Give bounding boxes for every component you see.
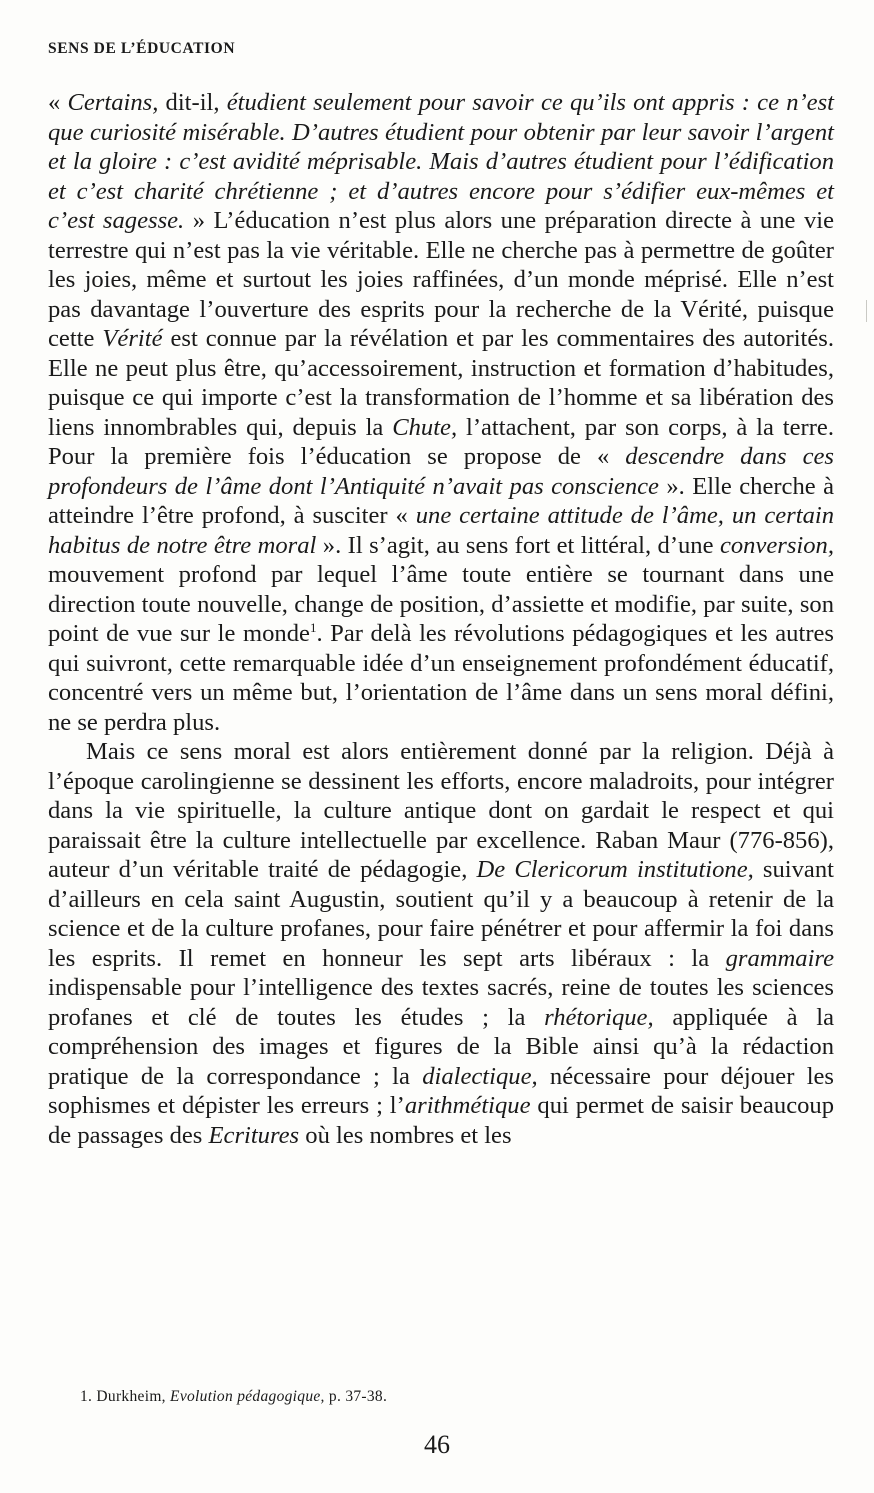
text-run: » L’éducation n’est plus alors une préparation directe à une vie terrestre qui n’est pas la vie véritable. Elle ne cherche pas à permettre de goûter les joies, même et surtout les joies raffinées, d’un monde méprisé. Elle n’est pas davantage l’ouverture des esprits pour la recherche de la Vérité, puisque cette <box>48 207 834 352</box>
quotation-italic: descendre dans ces profondeurs de l’âme dont l’Antiquité n’avait pas conscience <box>48 443 834 500</box>
emphasis-italic: rhétorique, <box>544 1003 654 1031</box>
footnote-marker: 1 <box>309 620 317 635</box>
running-head: SENS DE L’ÉDUCATION <box>48 40 236 57</box>
text-run: nécessaire pour déjouer les sophismes et dépister les erreurs ; l’ <box>48 1062 835 1119</box>
quotation-italic: une certaine attitude de l’âme, un certain habitus de notre être moral <box>48 502 835 559</box>
text-run: est connue par la révélation et par les commentaires des autorités. Elle ne peut plus être, qu’accessoirement, instruction et formation d’habitudes, puisque ce qui importe c’est la transformation de l’homme et sa libération des liens innombrables qui, depuis la <box>48 325 835 441</box>
paragraph-2 <box>48 737 834 1150</box>
footnote-work-title: Evolution pédagogique, <box>170 1388 325 1405</box>
quotation-italic: étudient seulement pour savoir ce qu’ils ont appris : ce n’est que curiosité misérable. D’autres étudient pour obtenir par leur savoir l’argent et la gloire : c’est avidité méprisable. Mais d’autres étudient pour l’édification et c’est charité chrétienne ; et d’autres encore pour s’édifier eux-mêmes et c’est sagesse. <box>48 89 835 234</box>
text-run: où les nombres et les <box>299 1121 512 1149</box>
text-run: qui permet de saisir beaucoup de passages des <box>48 1092 834 1149</box>
text-run: . Par delà les révolutions pédagogiques et les autres qui suivront, cette remarquable idée d’un enseignement profondément éducatif, concentré vers un même but, l’orientation de l’âme dans un sens moral défini, ne se perdra plus. <box>48 620 834 736</box>
footnote-pages: p. 37-38. <box>328 1388 388 1405</box>
footnote <box>80 1388 387 1406</box>
page-number: 46 <box>424 1430 450 1459</box>
text-run: l’attachent, par son corps, à la terre. Pour la première fois l’éducation se propose de « <box>48 413 834 470</box>
paragraph-1 <box>48 88 834 737</box>
emphasis-italic: Chute, <box>392 413 458 441</box>
emphasis-italic: arithmétique <box>404 1092 531 1119</box>
text-run: Mais ce sens moral est alors entièrement donné par la religion. Déjà à l’époque carolingienne se dessinent les efforts, encore maladroits, pour intégrer dans la vie spirituelle, la culture antique dont on gardait le respect et qui paraissait être la culture intellectuelle par excellence. Raban Maur (776-856), auteur d’un véritable traité de pédagogie, <box>48 738 834 883</box>
title-italic: De Clericorum institutione, <box>476 856 754 883</box>
footnote-author: Durkheim, <box>96 1388 166 1405</box>
text-run: ». Il s’agit, au sens fort et littéral, d’une <box>316 531 720 559</box>
emphasis-italic: Vérité <box>102 325 163 352</box>
body-text <box>48 88 834 1150</box>
emphasis-italic: dialectique, <box>422 1062 538 1090</box>
title-italic: Ecritures <box>208 1121 300 1149</box>
text-run: suivant d’ailleurs en cela saint Augustin, soutient qu’il y a beaucoup à retenir de la science et de la culture profanes, pour faire pénétrer et pour affermir la foi dans les esprits. Il remet en honneur les sept arts libéraux : la <box>48 856 834 972</box>
text-run: indispensable pour l’intelligence des textes sacrés, reine de toutes les sciences profanes et clé de toutes les études ; la <box>48 974 834 1031</box>
text-run: mouvement profond par lequel l’âme toute entière se tournant dans une direction toute nouvelle, change de position, d’assiette et modifie, par suite, son point de vue sur le monde <box>48 561 834 647</box>
text-run: « <box>48 89 68 116</box>
emphasis-italic: conversion, <box>719 531 834 559</box>
text-run: appliquée à la compréhension des images et figures de la Bible ainsi qu’à la rédaction pratique de la correspondance ; la <box>48 1003 834 1090</box>
text-run: ». Elle cherche à atteindre l’être profond, à susciter « <box>48 472 834 529</box>
footnote-number: 1. <box>80 1388 93 1405</box>
text-run: dit-il, <box>158 89 227 116</box>
emphasis-italic: grammaire <box>725 944 834 972</box>
quotation-italic: Certains, <box>67 89 159 116</box>
scan-edge-mark <box>866 300 867 322</box>
